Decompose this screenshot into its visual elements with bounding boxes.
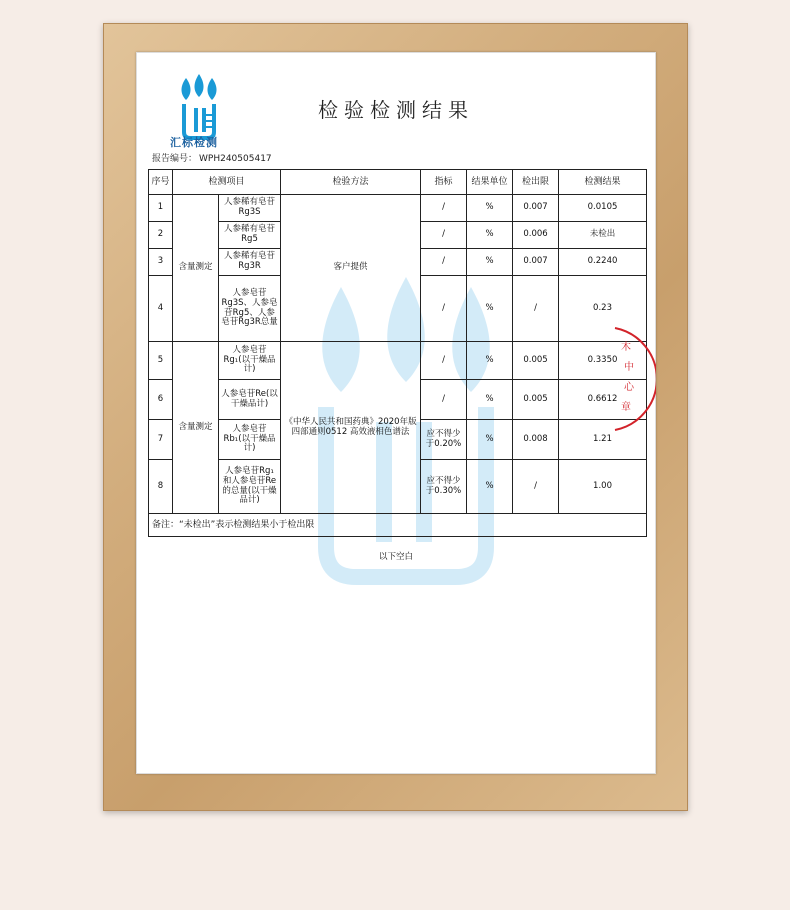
row-unit: % <box>467 342 513 380</box>
row-result: 0.3350 <box>559 342 647 380</box>
method-cell: 客户提供 <box>281 195 421 342</box>
report-number <box>150 151 272 164</box>
table-note: 备注：“未检出”表示检测结果小于检出限 <box>149 514 647 537</box>
table-header-row <box>149 170 647 195</box>
table-note-row <box>149 514 647 537</box>
method-cell: 《中华人民共和国药典》2020年版 四部通则0512 高效液相色谱法 <box>281 342 421 514</box>
row-limit: / <box>513 460 559 514</box>
row-index: / <box>421 380 467 420</box>
report-number-value: WPH240505417 <box>199 154 272 164</box>
row-no: 2 <box>149 222 173 249</box>
row-item: 人参稀有皂苷Rg3R <box>219 249 281 276</box>
official-seal-icon <box>611 324 656 434</box>
blank-below-note: 以下空白 <box>378 552 413 562</box>
row-no: 4 <box>149 276 173 342</box>
seal-char: 章 <box>621 402 631 413</box>
row-index: / <box>421 249 467 276</box>
row-result: 1.21 <box>559 420 647 460</box>
row-limit: 0.008 <box>513 420 559 460</box>
results-table <box>148 169 647 537</box>
row-result: 0.6612 <box>559 380 647 420</box>
row-item: 人参皂苷Rg₁和人参皂苷Re的总量(以干燥品计) <box>219 460 281 514</box>
row-no: 3 <box>149 249 173 276</box>
row-limit: 0.006 <box>513 222 559 249</box>
row-item: 人参皂苷Rg₁(以干燥品计) <box>219 342 281 380</box>
seal-char: 中 <box>624 362 634 373</box>
row-no: 1 <box>149 195 173 222</box>
header-unit: 结果单位 <box>467 170 513 195</box>
category-cell: 含量测定 <box>173 342 219 514</box>
header-limit: 检出限 <box>513 170 559 195</box>
header-method: 检验方法 <box>281 170 421 195</box>
row-result: 未检出 <box>559 222 647 249</box>
row-result: 0.0105 <box>559 195 647 222</box>
row-no: 5 <box>149 342 173 380</box>
header-no: 序号 <box>149 170 173 195</box>
document-title: 检验检测结果 <box>318 98 474 122</box>
row-unit: % <box>467 380 513 420</box>
report-page <box>136 52 656 774</box>
row-no: 7 <box>149 420 173 460</box>
row-index: / <box>421 222 467 249</box>
header-result: 检测结果 <box>559 170 647 195</box>
row-item: 人参稀有皂苷Rg3S <box>219 195 281 222</box>
row-unit: % <box>467 460 513 514</box>
row-index: 应不得少于0.20% <box>421 420 467 460</box>
row-limit: 0.005 <box>513 380 559 420</box>
row-no: 8 <box>149 460 173 514</box>
row-limit: 0.005 <box>513 342 559 380</box>
row-result: 1.00 <box>559 460 647 514</box>
row-item: 人参稀有皂苷Rg5 <box>219 222 281 249</box>
row-item: 人参皂苷Rg3S、人参皂苷Rg5、人参皂苷Rg3R总量 <box>219 276 281 342</box>
table-row <box>149 195 647 222</box>
logo-name: 汇标检测 <box>170 136 218 149</box>
report-number-label: 报告编号： <box>152 154 198 164</box>
row-limit: 0.007 <box>513 195 559 222</box>
category-cell: 含量测定 <box>173 195 219 342</box>
row-unit: % <box>467 249 513 276</box>
row-limit: / <box>513 276 559 342</box>
row-result: 0.23 <box>559 276 647 342</box>
row-unit: % <box>467 276 513 342</box>
row-limit: 0.007 <box>513 249 559 276</box>
row-unit: % <box>467 222 513 249</box>
header-index: 指标 <box>421 170 467 195</box>
seal-char: 心 <box>624 382 634 393</box>
row-item: 人参皂苷Re(以干燥品计) <box>219 380 281 420</box>
row-index: 应不得少于0.30% <box>421 460 467 514</box>
row-index: / <box>421 276 467 342</box>
row-index: / <box>421 195 467 222</box>
row-item: 人参皂苷Rb₁(以干燥品计) <box>219 420 281 460</box>
row-unit: % <box>467 195 513 222</box>
row-result: 0.2240 <box>559 249 647 276</box>
seal-char: 木 <box>621 342 631 353</box>
row-index: / <box>421 342 467 380</box>
row-unit: % <box>467 420 513 460</box>
table-row <box>149 342 647 380</box>
header-item: 检测项目 <box>173 170 281 195</box>
row-no: 6 <box>149 380 173 420</box>
picture-frame <box>103 23 688 811</box>
